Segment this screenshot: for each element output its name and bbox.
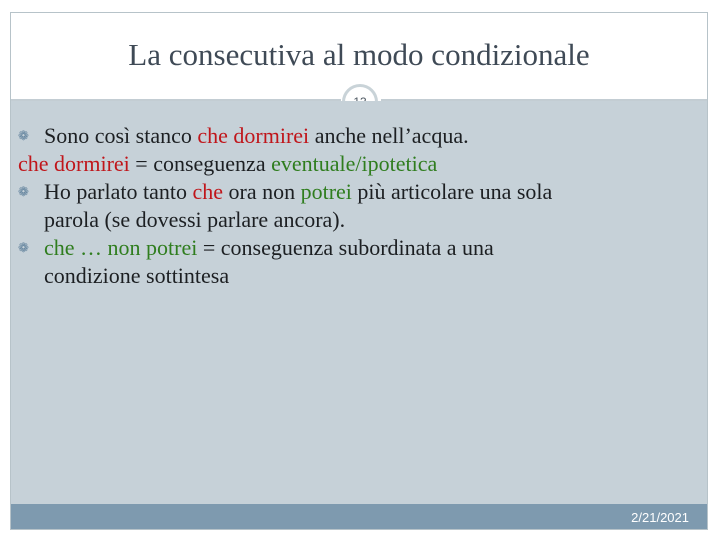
highlight-green: eventuale/ipotetica — [271, 151, 438, 176]
highlight-green: che … non potrei — [44, 235, 198, 260]
bullet-line-3 — [18, 178, 698, 206]
text-line-2 — [18, 150, 698, 178]
text-segment: = conseguenza subordinata a una — [197, 235, 494, 260]
highlight-red: che dormirei — [197, 123, 310, 148]
text-segment: = conseguenza — [129, 151, 272, 176]
slide-content — [18, 122, 698, 290]
text-segment: ora non — [223, 179, 301, 204]
text-line-4: parola (se dovessi parlare ancora). — [44, 207, 346, 232]
bullet-line-5 — [18, 234, 698, 262]
slide-title: La consecutiva al modo condizionale — [128, 37, 590, 72]
highlight-red: che — [192, 179, 223, 204]
footer-date: 2/21/2021 — [631, 510, 689, 525]
highlight-green: potrei — [300, 179, 352, 204]
text-segment: Sono così stanco — [44, 123, 198, 148]
text-segment: Ho parlato tanto — [44, 179, 193, 204]
bullet-icon: ❁ — [18, 128, 29, 143]
bullet-line-1 — [18, 122, 698, 150]
bullet-icon: ❁ — [18, 240, 29, 255]
footer-bar — [11, 504, 707, 529]
highlight-red: che dormirei — [18, 151, 130, 176]
bullet-icon: ❁ — [18, 184, 29, 199]
text-segment: anche nell’acqua. — [309, 123, 469, 148]
text-segment: più articolare una sola — [351, 179, 553, 204]
text-line-6: condizione sottintesa — [44, 263, 230, 288]
